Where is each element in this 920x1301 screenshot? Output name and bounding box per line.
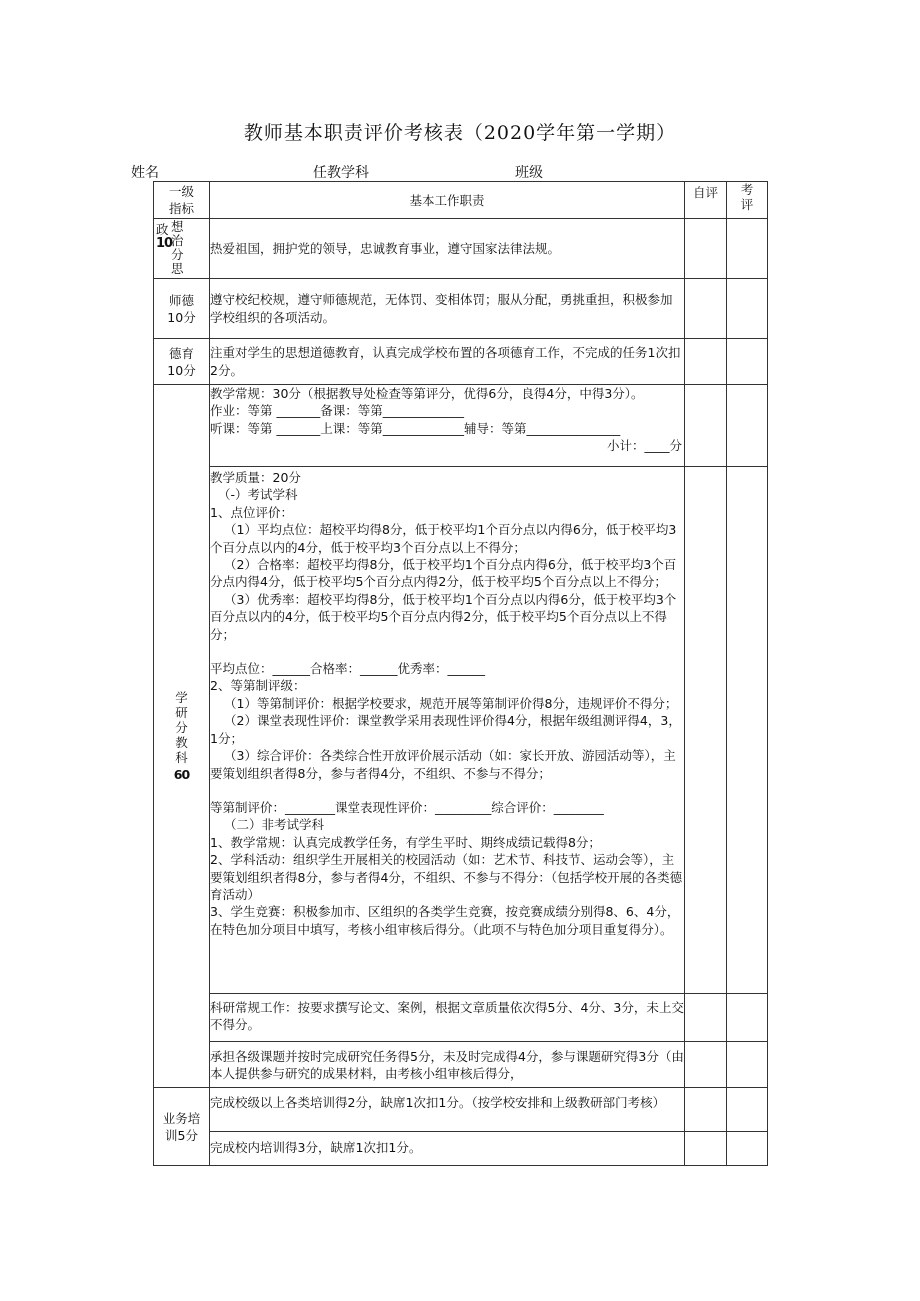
nonexam-routine: 1、教学常规：认真完成教学任务，有学生平时、期终成绩记载得8分； (210, 834, 601, 850)
ethics-row (154, 279, 768, 339)
training-outside-duty: 完成校级以上各类培训得2分，缺席1次扣1分。（按学校安排和上级教研部门考核） (210, 1088, 685, 1132)
research-self-score[interactable] (685, 994, 727, 1042)
research-row (154, 994, 768, 1042)
subject-label: 任教学科 (313, 165, 369, 181)
training-inside-exam-score[interactable] (727, 1132, 768, 1166)
page-title: 教师基本职责评价考核表（2020学年第一学期） (243, 122, 677, 144)
training-inside-self-score[interactable] (685, 1132, 727, 1166)
quality-grade-eval: （1）等第制评价：根据学校要求，规范开展等第制评价得8分，违规评价不得分； (224, 695, 678, 711)
teaching-quality-duty (210, 467, 685, 994)
quality-self-score[interactable] (685, 467, 727, 994)
quality-title: 教学质量：20分 (210, 470, 301, 485)
quality-pass-rate: （2）合格率：超校平均得8分，低于校平均1个百分点内得6分，低于校平均3个百分点内得4分，低于校平均5个百分点内得2分，低于校平均5个百分点以上不得分； (210, 557, 677, 590)
research-exam-score[interactable] (727, 994, 768, 1042)
routine-homework: 作业：等第 _______备课：等第_____________ (210, 403, 464, 419)
routine-exam-score[interactable] (727, 385, 768, 467)
research-duty: 科研常规工作：按要求撰写论文、案例，根据文章质量依次得5分、4分、3分，未上交不得分。 (210, 994, 685, 1042)
politics-self-score[interactable] (685, 219, 727, 279)
moral-duty: 注重对学生的思想道德教育，认真完成学校布置的各项德育工作，不完成的任务1次扣2分。 (210, 339, 685, 385)
quality-nonexam-heading: （二）非考试学科 (224, 817, 325, 833)
politics-exam-score[interactable] (727, 219, 768, 279)
project-duty: 承担各级课题并按时完成研究任务得5分，未及时完成得4分，参与课题研究得3分（由本人提供参与研究的成果材料，由考核小组审核后得分， (210, 1042, 685, 1088)
moral-exam-score[interactable] (727, 339, 768, 385)
project-exam-score[interactable] (727, 1042, 768, 1088)
quality-exam-heading: （-）考试学科 (218, 487, 298, 503)
training-indicator: 业务培 训5分 (154, 1088, 210, 1166)
quality-point-heading: 1、点位评价： (210, 504, 293, 520)
routine-self-score[interactable] (685, 385, 727, 467)
teaching-routine-row (154, 385, 768, 467)
header-duty: 基本工作职责 (210, 182, 685, 219)
routine-desc: 教学常规：30分（根据教导处检查等第评分，优得6分，良得4分，中得3分）。 (210, 386, 644, 401)
routine-subtotal: 小计：____分 (606, 438, 682, 454)
moral-self-score[interactable] (685, 339, 727, 385)
name-label: 姓名 (131, 165, 159, 181)
training-inside-duty: 完成校内培训得3分，缺席1次扣1分。 (210, 1132, 685, 1166)
teaching-quality-row (154, 467, 768, 994)
moral-indicator: 德育 10分 (154, 339, 210, 385)
quality-grade-heading: 2、等第制评级： (210, 678, 306, 694)
project-row (154, 1042, 768, 1088)
nonexam-activity: 2、学科活动：组织学生开展相关的校园活动（如：艺术节、科技节、运动会等），主要策划组织者得8分，参与者得4分，不组织、不参与不得分：（包括学校开展的各类德育活动） (210, 852, 683, 902)
quality-comprehensive: （3）综合评价：各类综合性开放评价展示活动（如：家长开放、游园活动等），主要策划组织者得8分，参与者得4分，不组织、不参与不得分； (210, 748, 676, 781)
teaching-routine-duty (210, 385, 685, 467)
evaluation-table (153, 181, 768, 1166)
training-inside-row (154, 1132, 768, 1166)
header-self-eval: 自评 (685, 182, 727, 219)
class-label: 班级 (515, 165, 543, 181)
politics-indicator: 政 想 治 10 分 思 (154, 219, 210, 279)
teaching-indicator: 学 研 分 教 科 60 (154, 385, 210, 1088)
moral-row (154, 339, 768, 385)
quality-class-perf: （2）课堂表现性评价：课堂教学采用表现性评价得4分，根据年级组测评得4，3，1分； (210, 713, 681, 746)
politics-row (154, 219, 768, 279)
quality-exam-score[interactable] (727, 467, 768, 994)
quality-excellent-rate: （3）优秀率：超校平均得8分，低于校平均1个百分点以内得6分，低于校平均3个百分点以内的4分，低于校平均5个百分点内得2分，低于校平均5个百分点以上不得分； (210, 591, 677, 642)
quality-grade-fill: 等第制评价：________课堂表现性评价：_________综合评价：________ (210, 799, 604, 815)
header-indicator: 一级 指标 (154, 182, 210, 219)
quality-point-fill: 平均点位：______合格率：______优秀率：______ (210, 661, 486, 677)
ethics-duty: 遵守校纪校规，遵守师德规范，无体罚、变相体罚；服从分配，勇挑重担，积极参加学校组织的各项活动。 (210, 279, 685, 339)
ethics-self-score[interactable] (685, 279, 727, 339)
training-outside-self-score[interactable] (685, 1088, 727, 1132)
ethics-exam-score[interactable] (727, 279, 768, 339)
politics-duty: 热爱祖国，拥护党的领导，忠诚教育事业，遵守国家法律法规。 (210, 219, 685, 279)
ethics-indicator: 师德 10分 (154, 279, 210, 339)
training-outside-row (154, 1088, 768, 1132)
header-exam-eval: 考 评 (727, 182, 768, 219)
project-self-score[interactable] (685, 1042, 727, 1088)
routine-lesson: 听课：等第 _______上课：等第_____________辅导：等第_______________ (210, 420, 621, 436)
training-outside-exam-score[interactable] (727, 1088, 768, 1132)
quality-avg-point: （1）平均点位：超校平均得8分，低于校平均1个百分点以内得6分，低于校平均3个百分点以内的4分，低于校平均3个百分点以上不得分； (210, 522, 677, 555)
header-row (154, 182, 768, 219)
nonexam-competition: 3、学生竞赛：积极参加市、区组织的各类学生竞赛，按竞赛成绩分别得8、6、4分，在特色加分项目中填写，考核小组审核后得分。（此项不与特色加分项目重复得分）。 (210, 904, 680, 937)
